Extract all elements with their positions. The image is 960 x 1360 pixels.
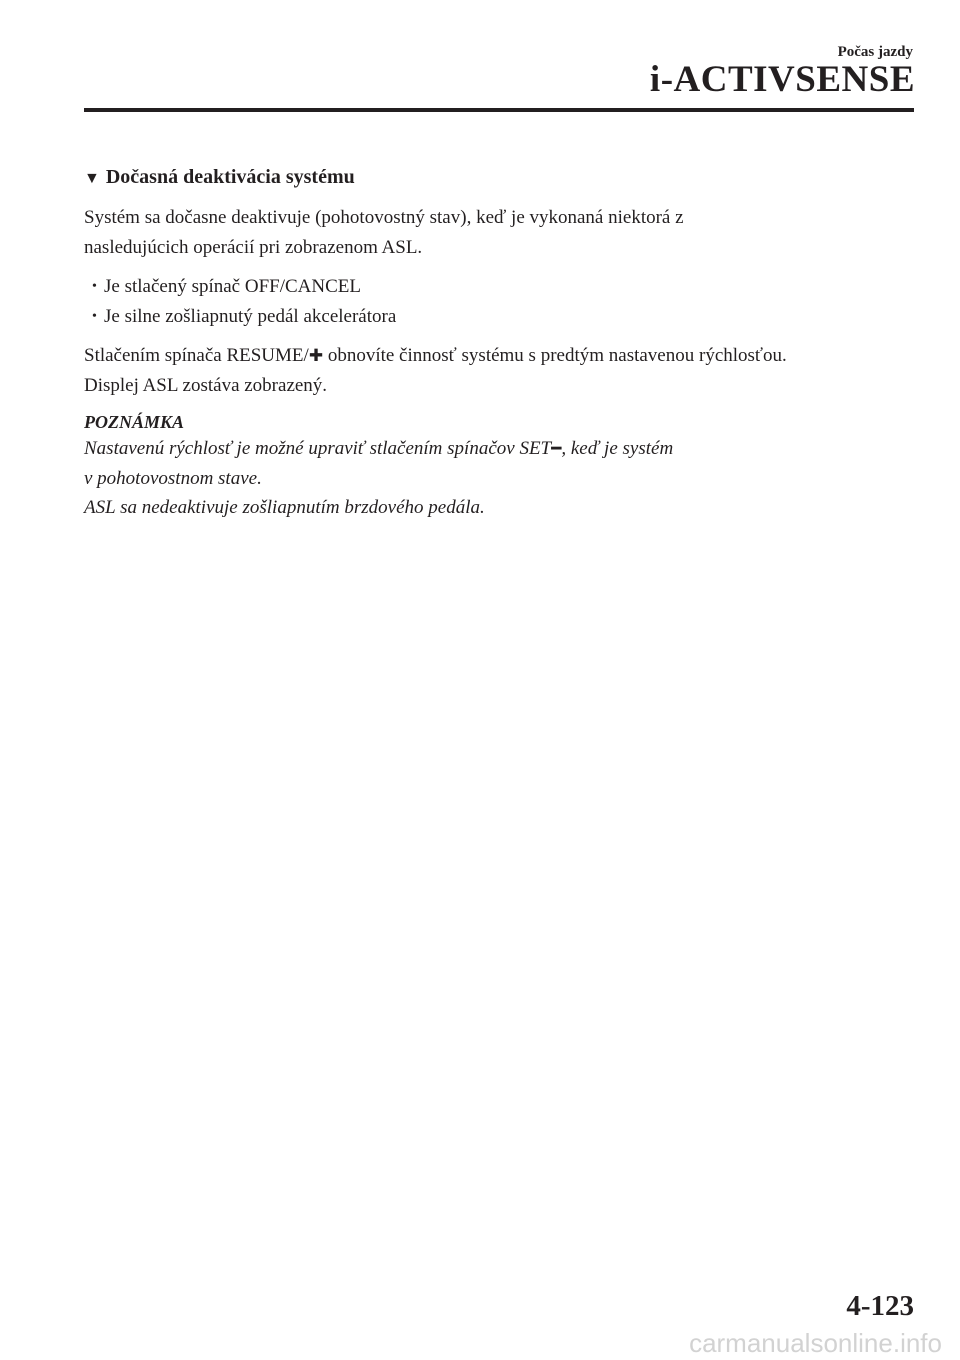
- operations-list: [84, 272, 914, 332]
- watermark: carmanualsonline.info: [689, 1328, 942, 1358]
- resume-line-2: Displej ASL zostáva zobrazený.: [84, 375, 328, 396]
- header-rule: [84, 108, 914, 112]
- resume-text-b: obnovíte činnosť systému s predtým nastavenou rýchlosťou.: [323, 345, 787, 366]
- page-number: 4-123: [846, 1290, 914, 1322]
- bullet-dot-icon: •: [92, 279, 97, 294]
- resume-line-1: [84, 341, 914, 371]
- list-item: [84, 302, 914, 332]
- note-line-2: v pohotovostnom stave.: [84, 468, 262, 489]
- section-heading: [84, 162, 914, 194]
- list-item-text: Je silne zošliapnutý pedál akcelerátora: [104, 306, 397, 327]
- note-heading: POZNÁMKA: [84, 412, 185, 432]
- running-header-section: Počas jazdy: [837, 44, 913, 60]
- section-heading-text: Dočasná deaktivácia systému: [105, 166, 355, 188]
- intro-line-1: Systém sa dočasne deaktivuje (pohotovostný stav), keď je vykonaná niektorá z: [84, 207, 684, 228]
- note-text-b: , keď je systém: [561, 438, 674, 459]
- triangle-down-icon: ▼: [84, 170, 100, 187]
- list-item: [84, 272, 914, 302]
- intro-paragraph: [84, 203, 914, 263]
- plus-icon: ✚: [308, 346, 324, 366]
- minus-icon: ━: [551, 439, 562, 459]
- resume-paragraph: [84, 341, 914, 401]
- note-text-a: Nastavenú rýchlosť je možné upraviť stlačením spínačov SET: [84, 438, 552, 459]
- list-item-text: Je stlačený spínač OFF/CANCEL: [104, 276, 362, 297]
- intro-line-2: nasledujúcich operácií pri zobrazenom ASL.: [84, 237, 423, 258]
- bullet-dot-icon: •: [92, 309, 97, 324]
- running-header-title: i-ACTIVSENSE: [649, 59, 915, 100]
- note-line-1: [84, 434, 914, 464]
- page-content: [84, 162, 914, 522]
- resume-text-a: Stlačením spínača RESUME/: [84, 345, 309, 366]
- note-line-3: ASL sa nedeaktivuje zošliapnutím brzdového pedála.: [84, 497, 485, 518]
- note-body: [84, 434, 914, 522]
